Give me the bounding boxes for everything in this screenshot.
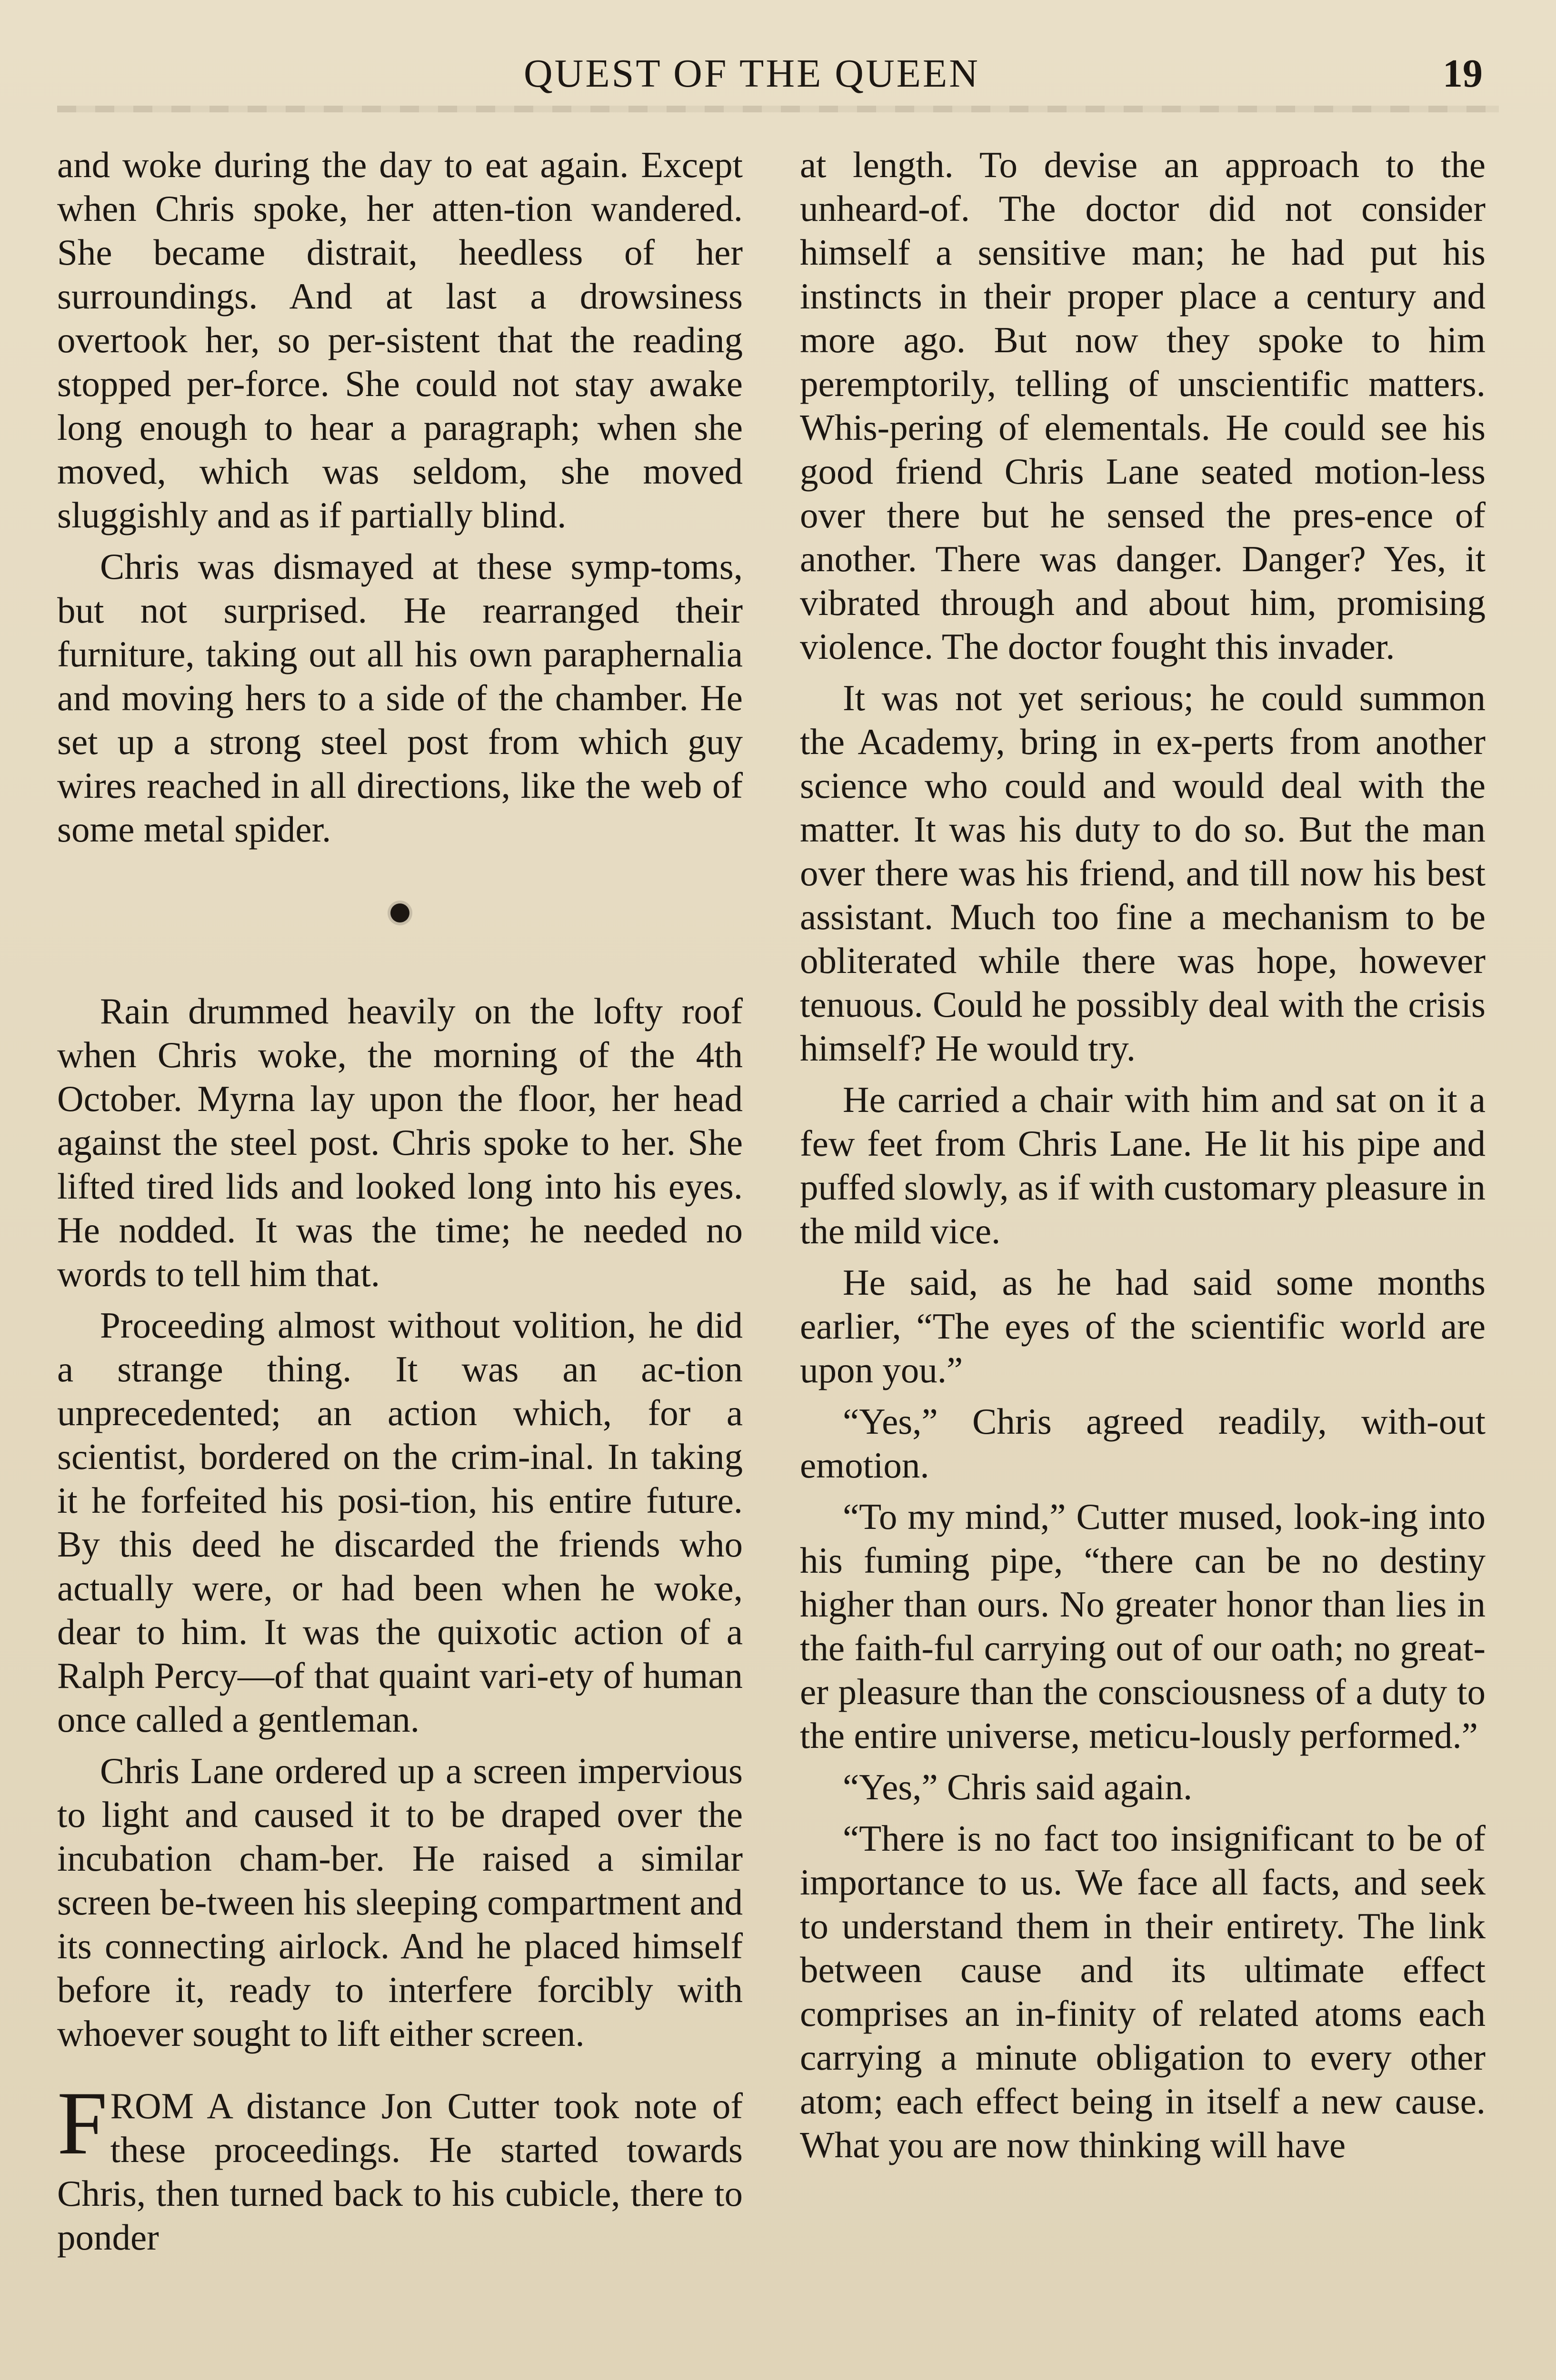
- paragraph: Proceeding almost without volition, he did a strange thing. It was an ac-tion unprecedented; an action which, for a scientist, bordered on the crim-inal. In taking it he forfeited his posi-tion, his entire future. By this deed he discarded the friends who actually were, or had been when he woke, dear to him. It was the quixotic action of a Ralph Percy—of that quaint vari-ety of human once called a gentleman.: [57, 1305, 743, 1740]
- right-column: [800, 143, 1486, 2174]
- paragraph: Rain drummed heavily on the lofty roof when Chris woke, the morning of the 4th October. Myrna lay upon the floor, her head against the steel post. Chris spoke to her. She lifted tired lids and looked long into his eyes. He nodded. It was the time; he needed no words to tell him that.: [57, 991, 743, 1294]
- paragraph: “There is no fact too insignificant to be of importance to us. We face all facts, and seek to understand them in their entirety. The link between cause and its ultimate effect comprises an in-finity of related atoms each carrying a minute obligation to every other atom; each effect being in itself a new cause. What you are now thinking will have: [800, 1818, 1486, 2165]
- paragraph: He carried a chair with him and sat on it a few feet from Chris Lane. He lit his pipe and puffed slowly, as if with customary pleasure in the mild vice.: [800, 1079, 1486, 1251]
- paragraph: Chris Lane ordered up a screen impervious to light and caused it to be draped over the incubation cham-ber. He raised a similar screen be-tween his sleeping compartment and its connecting airlock. And he placed himself before it, ready to interfere forcibly with whoever sought to lift either screen.: [57, 1750, 743, 2054]
- paragraph: “Yes,” Chris said again.: [843, 1766, 1193, 1807]
- drop-cap-paragraph: [57, 2073, 743, 2259]
- paragraph: “Yes,” Chris agreed readily, with-out emotion.: [800, 1401, 1486, 1486]
- paragraph: and woke during the day to eat again. Except when Chris spoke, her atten-tion wandered. She became distrait, heedless of her surroundings. And at last a drowsiness overtook her, so per-sistent that the reading stopped per-force. She could not stay awake long enough to hear a paragraph; when she moved, which was seldom, she moved sluggishly and as if partially blind.: [57, 144, 743, 536]
- header-rule: [57, 106, 1499, 112]
- section-break-dot: [390, 903, 409, 922]
- paragraph: It was not yet serious; he could summon the Academy, bring in ex-perts from another science who could and would deal with the matter. It was his duty to do so. But the man over there was his friend, and till now his best assistant. Much too fine a mechanism to be obliterated while there was hope, however tenuous. Could he possibly deal with the crisis himself? He would try.: [800, 677, 1486, 1069]
- running-title: QUEST OF THE QUEEN: [524, 51, 980, 96]
- drop-cap-small-caps: ROM: [110, 2085, 194, 2126]
- page-number: 19: [1443, 51, 1483, 96]
- page-header: [0, 45, 1556, 102]
- paragraph: at length. To devise an approach to the unheard-of. The doctor did not consider himself a sensitive man; he had put his instincts in their proper place a century and more ago. But now they spoke to him peremptorily, telling of unscientific matters. Whis-pering of elementals. He could see his good friend Chris Lane seated motion-less over there but he sensed the pres-ence of another. There was danger. Danger? Yes, it vibrated through and about him, promising violence. The doctor fought this invader.: [800, 144, 1486, 667]
- paragraph: “To my mind,” Cutter mused, look-ing into his fuming pipe, “there can be no destiny higher than ours. No greater honor than lies in the faith-ful carrying out of our oath; no great-er pleasure than the consciousness of a duty to the entire universe, meticu-lously performed.”: [800, 1496, 1486, 1756]
- paragraph: Chris was dismayed at these symp-toms, but not surprised. He rearranged their furniture, taking out all his own paraphernalia and moving hers to a side of the chamber. He set up a strong steel post from which guy wires reached in all directions, like the web of some metal spider.: [57, 546, 743, 850]
- left-column: [57, 143, 743, 2267]
- drop-cap-initial: F: [57, 2073, 108, 2173]
- paragraph: He said, as he had said some months earlier, “The eyes of the scientific world are upon you.”: [800, 1262, 1486, 1390]
- drop-cap-paragraph-text: A distance Jon Cutter took note of these proceedings. He started towards Chris, then turned back to his cubicle, there to ponder: [57, 2085, 743, 2258]
